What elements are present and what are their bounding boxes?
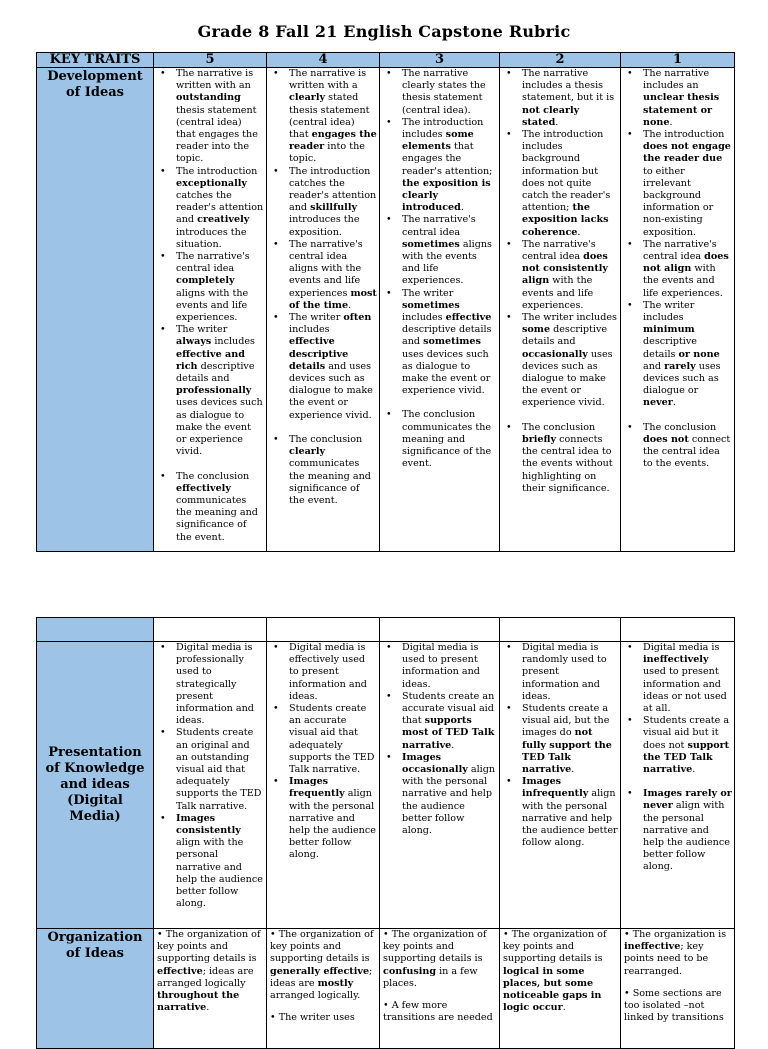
- criteria-text: in a few places.: [383, 965, 478, 989]
- criteria-text: descriptive details: [643, 336, 697, 360]
- criteria-text: .: [460, 202, 464, 214]
- criteria-item: [380, 214, 497, 287]
- rubric-table-2: [36, 617, 735, 1049]
- criteria-item: [500, 703, 618, 776]
- emphasis-text: some: [522, 324, 551, 336]
- criteria-text: and: [643, 360, 665, 372]
- emphasis-text: sometimes: [423, 336, 481, 348]
- emphasis-text: does not: [643, 433, 689, 445]
- cell-presentation-3: [380, 642, 500, 929]
- criteria-text: .: [206, 1002, 210, 1014]
- emphasis-text: always: [176, 336, 212, 348]
- criteria-text: Digital media is used to present information and ideas.: [402, 642, 480, 690]
- row-organization: [37, 929, 735, 1049]
- criteria-paragraph: [380, 1000, 499, 1024]
- criteria-item: [621, 642, 732, 715]
- empty-header-cell: [154, 618, 267, 642]
- cell-organization-5: [154, 929, 267, 1049]
- criteria-item: [380, 752, 497, 837]
- criteria-item: [500, 312, 618, 410]
- emphasis-text: effective and rich: [176, 348, 245, 372]
- criteria-text: ; key points need to be rearranged.: [624, 941, 709, 977]
- criteria-item: [500, 68, 618, 129]
- criteria-text: introduces the situation.: [176, 226, 247, 250]
- criteria-text: Digital media is randomly used to present information and ideas.: [522, 642, 607, 702]
- criteria-text: The narrative's central idea: [176, 251, 250, 275]
- emphasis-text: support the TED Talk narrative: [643, 739, 730, 776]
- empty-header-cell: [267, 618, 380, 642]
- trait-presentation: Presentation of Knowledge and ideas (Digital Media): [37, 642, 154, 929]
- emphasis-text: effective descriptive details: [289, 336, 349, 372]
- criteria-text: with the events and life experiences.: [522, 275, 594, 311]
- criteria-text: • The organization is: [624, 929, 727, 940]
- rubric-table-1: [36, 52, 735, 552]
- criteria-text: The narrative clearly states the thesis statement (central idea).: [402, 68, 486, 116]
- criteria-text: align with the personal narrative and help the audience better follow along.: [522, 788, 618, 849]
- criteria-item: [154, 727, 264, 812]
- criteria-list: [154, 68, 266, 544]
- criteria-text: into the topic.: [289, 141, 365, 165]
- criteria-text: The writer includes: [522, 312, 617, 324]
- criteria-item: [500, 129, 618, 239]
- criteria-item: [267, 166, 377, 239]
- cell-development-1: [621, 68, 735, 552]
- criteria-text: Digital media is: [643, 642, 720, 653]
- emphasis-text: engages the reader: [289, 129, 377, 153]
- criteria-text: includes: [402, 312, 446, 324]
- emphasis-text: effectively: [176, 482, 231, 494]
- criteria-text: • The organization of key points and supporting details is: [157, 929, 261, 965]
- criteria-list: [380, 68, 499, 471]
- cell-presentation-4: [267, 642, 380, 929]
- criteria-text: connects the central idea to the events without highlighting on their significance.: [522, 433, 613, 494]
- criteria-item: [621, 129, 732, 239]
- emphasis-text: confusing: [383, 965, 437, 977]
- emphasis-text: some elements: [402, 129, 474, 153]
- criteria-text: .: [451, 739, 455, 751]
- criteria-text: align with the personal narrative and help the audience better follow along.: [402, 764, 496, 837]
- criteria-text: uses devices such as dialogue to make the event or experience vivid.: [402, 348, 491, 397]
- criteria-paragraph: [500, 929, 620, 1014]
- criteria-text: The conclusion: [176, 470, 250, 482]
- criteria-text: descriptive details and: [522, 324, 608, 348]
- criteria-item: [500, 239, 618, 312]
- emphasis-text: never: [643, 397, 673, 409]
- criteria-item: [621, 715, 732, 776]
- criteria-item: [380, 288, 497, 398]
- criteria-text: The narrative's central idea: [643, 238, 717, 263]
- criteria-item: [380, 117, 497, 215]
- criteria-item: [500, 422, 618, 495]
- criteria-text: • The writer uses: [270, 1012, 355, 1024]
- empty-header-row: [37, 618, 735, 642]
- criteria-text: The writer: [402, 287, 454, 299]
- criteria-text: Students create an original and an outstanding visual aid that adequately supports the TED Talk narrative.: [176, 727, 262, 812]
- criteria-text: uses devices such as dialogue to make the event or experience vivid.: [522, 348, 613, 409]
- criteria-text: includes: [211, 336, 255, 348]
- empty-header-cell: [380, 618, 500, 642]
- criteria-text: • A few more transitions are needed: [383, 1000, 493, 1024]
- criteria-text: uses devices such as dialogue to make the event or experience vivid.: [176, 397, 263, 458]
- emphasis-text: ineffective: [624, 941, 681, 953]
- criteria-text: Digital media is professionally used to strategically present information and ideas.: [176, 642, 254, 727]
- criteria-text: The conclusion: [643, 421, 717, 433]
- criteria-text: Students create a visual aid, but the images do: [522, 703, 610, 739]
- criteria-text: The writer: [176, 324, 228, 336]
- criteria-text: introduces the exposition.: [289, 214, 360, 238]
- criteria-text: align with the personal narrative and help the audience better follow along.: [289, 788, 376, 861]
- criteria-list: [621, 642, 734, 874]
- emphasis-text: effective: [445, 312, 492, 324]
- criteria-text: • The organization of key points and supporting details is: [503, 929, 607, 965]
- criteria-paragraph: [267, 1012, 379, 1024]
- criteria-text: The writer includes: [643, 299, 695, 324]
- emphasis-text: the exposition lacks coherence: [522, 202, 609, 238]
- criteria-text: The writer: [289, 312, 344, 324]
- criteria-paragraph: [267, 929, 379, 1002]
- header-score-1: 1: [621, 53, 735, 68]
- criteria-text: .: [672, 397, 676, 409]
- criteria-item: [154, 68, 264, 166]
- emphasis-text: effective: [157, 965, 203, 977]
- criteria-list: [267, 68, 379, 507]
- cell-development-5: [154, 68, 267, 552]
- criteria-text: The conclusion communicates the meaning and significance of the event.: [402, 409, 492, 470]
- criteria-paragraphs: [621, 929, 734, 1024]
- criteria-text: catches the reader's attention and: [176, 190, 264, 226]
- emphasis-text: Images consistently: [176, 812, 241, 837]
- criteria-text: .: [555, 116, 559, 128]
- trait-development: Development of Ideas: [37, 68, 154, 552]
- emphasis-text: logical in some places, but some noticeable gaps in logic occur: [503, 965, 602, 1014]
- criteria-list: [380, 642, 499, 837]
- emphasis-text: the exposition is clearly introduced: [402, 177, 491, 214]
- criteria-text: The introduction includes: [402, 116, 484, 141]
- criteria-item: [267, 239, 377, 312]
- emphasis-text: sometimes: [402, 238, 460, 250]
- emphasis-text: occasionally: [522, 348, 588, 360]
- emphasis-text: sometimes: [402, 299, 460, 311]
- emphasis-text: skillfully: [310, 202, 358, 214]
- cell-development-4: [267, 68, 380, 552]
- emphasis-text: or none: [678, 348, 720, 360]
- criteria-item: [380, 642, 497, 691]
- criteria-list: [500, 68, 620, 495]
- emphasis-text: throughout the narrative: [157, 990, 240, 1014]
- criteria-paragraphs: [380, 929, 499, 1024]
- criteria-text: stated thesis statement (central idea) that: [289, 92, 370, 141]
- emphasis-text: clearly: [289, 446, 326, 458]
- criteria-text: .: [669, 116, 673, 128]
- criteria-item: [500, 642, 618, 703]
- criteria-text: The introduction: [643, 129, 725, 141]
- header-row: [37, 53, 735, 68]
- cell-organization-3: [380, 929, 500, 1049]
- empty-header-trait-cell: [37, 618, 154, 642]
- emphasis-text: Images infrequently: [522, 776, 589, 800]
- criteria-paragraphs: [267, 929, 379, 1024]
- header-score-2: 2: [500, 53, 621, 68]
- criteria-item: [267, 68, 377, 166]
- criteria-item: [154, 166, 264, 251]
- cell-organization-1: [621, 929, 735, 1049]
- criteria-item: [621, 422, 732, 471]
- criteria-item: [380, 409, 497, 470]
- emphasis-text: not fully support the TED Talk narrative: [522, 727, 612, 776]
- emphasis-text: often: [343, 312, 372, 324]
- criteria-item: [267, 703, 377, 776]
- criteria-item: [267, 312, 377, 422]
- criteria-text: includes: [289, 324, 330, 336]
- criteria-text: The narrative's central idea: [522, 238, 596, 263]
- criteria-text: ; ideas are: [270, 965, 373, 989]
- document-title: Grade 8 Fall 21 English Capstone Rubric: [197, 22, 571, 41]
- criteria-text: The introduction includes background information but does not quite catch the reader's attention;: [522, 129, 611, 214]
- row-development: [37, 68, 735, 552]
- emphasis-text: briefly: [522, 433, 557, 445]
- criteria-text: The introduction: [176, 165, 258, 177]
- trait-organization: Organization of Ideas: [37, 929, 154, 1049]
- criteria-text: .: [571, 764, 575, 776]
- row-presentation: [37, 642, 735, 929]
- emphasis-text: does not consistently align: [522, 251, 608, 287]
- header-key-traits: KEY TRAITS: [37, 53, 154, 68]
- criteria-item: [154, 251, 264, 324]
- cell-presentation-1: [621, 642, 735, 929]
- criteria-text: and uses devices such as dialogue to make the event or experience vivid.: [289, 360, 373, 421]
- criteria-text: The narrative includes a thesis statement, but it is: [522, 68, 615, 104]
- emphasis-text: supports most of TED Talk narrative: [402, 715, 495, 751]
- cell-presentation-2: [500, 642, 621, 929]
- emphasis-text: ineffectively: [643, 654, 709, 666]
- cell-presentation-5: [154, 642, 267, 929]
- criteria-item: [621, 239, 732, 300]
- criteria-item: [380, 68, 497, 117]
- criteria-text: The conclusion: [522, 421, 596, 433]
- criteria-text: to either irrelevant background information or non-existing exposition.: [643, 165, 714, 238]
- criteria-paragraphs: [154, 929, 266, 1014]
- emphasis-text: professionally: [176, 385, 252, 397]
- header-score-3: 3: [380, 53, 500, 68]
- cell-development-2: [500, 68, 621, 552]
- criteria-text: arranged logically.: [270, 990, 361, 1002]
- criteria-paragraph: [154, 929, 266, 1014]
- criteria-item: [267, 776, 377, 861]
- header-score-5: 5: [154, 53, 267, 68]
- criteria-text: .: [562, 1002, 566, 1014]
- criteria-list: [500, 642, 620, 849]
- emphasis-text: Images rarely or never: [643, 788, 732, 812]
- emphasis-text: generally effective: [270, 965, 370, 977]
- criteria-text: used to present information and ideas or not used at all.: [643, 666, 727, 715]
- emphasis-text: exceptionally: [176, 177, 248, 189]
- criteria-item: [267, 642, 377, 703]
- criteria-text: communicates the meaning and significance of the event.: [289, 458, 371, 506]
- criteria-text: Students create an accurate visual aid that: [402, 690, 495, 727]
- emphasis-text: rarely: [664, 360, 696, 372]
- emphasis-text: mostly: [317, 977, 354, 989]
- criteria-text: The narrative includes an: [643, 68, 710, 92]
- criteria-item: [154, 813, 264, 911]
- criteria-item: [500, 776, 618, 849]
- criteria-item: [154, 471, 264, 544]
- criteria-item: [154, 324, 264, 458]
- criteria-text: The narrative is written with a: [289, 68, 367, 92]
- criteria-text: with the events and life experiences.: [643, 263, 723, 299]
- criteria-text: connect the central idea to the events.: [643, 433, 731, 470]
- criteria-text: ; ideas are arranged logically: [157, 965, 254, 989]
- criteria-list: [267, 642, 379, 862]
- emphasis-text: Images frequently: [289, 776, 345, 800]
- criteria-item: [621, 788, 732, 873]
- criteria-list: [621, 68, 734, 471]
- criteria-text: thesis statement (central idea) that engages the reader into the topic.: [176, 104, 258, 165]
- criteria-item: [621, 68, 732, 129]
- empty-header-cell: [621, 618, 735, 642]
- criteria-item: [267, 434, 377, 507]
- empty-header-cell: [500, 618, 621, 642]
- criteria-text: uses devices such as dialogue or: [643, 360, 721, 397]
- criteria-text: • Some sections are too isolated –not linked by transitions: [624, 987, 724, 1024]
- emphasis-text: does not engage the reader due: [643, 141, 731, 165]
- criteria-text: aligns with the events and life experiences.: [402, 238, 492, 287]
- criteria-text: align with the personal narrative and help the audience better follow along.: [176, 837, 263, 910]
- emphasis-text: does not align: [643, 251, 729, 275]
- emphasis-text: creatively: [197, 214, 250, 226]
- emphasis-text: most of the time: [289, 287, 377, 311]
- criteria-paragraph: [380, 929, 499, 990]
- criteria-text: The conclusion: [289, 433, 363, 445]
- criteria-text: aligns with the events and life experiences.: [176, 287, 249, 324]
- criteria-text: .: [348, 299, 352, 311]
- criteria-text: Digital media is effectively used to present information and ideas.: [289, 642, 367, 702]
- criteria-item: [621, 300, 732, 410]
- cell-organization-4: [267, 929, 380, 1049]
- cell-development-3: [380, 68, 500, 552]
- criteria-text: descriptive details and: [176, 360, 255, 385]
- emphasis-text: unclear thesis statement or none: [643, 92, 720, 128]
- criteria-text: • The organization of key points and supporting details is: [383, 929, 487, 965]
- cell-organization-2: [500, 929, 621, 1049]
- criteria-paragraphs: [500, 929, 620, 1014]
- criteria-text: descriptive details and: [402, 324, 492, 348]
- emphasis-text: Images occasionally: [402, 751, 468, 776]
- criteria-text: • The organization of key points and supporting details is: [270, 929, 374, 965]
- criteria-list: [154, 642, 266, 910]
- criteria-text: Students create a visual aid but it does not: [643, 715, 730, 751]
- emphasis-text: minimum: [643, 324, 695, 336]
- criteria-item: [380, 691, 497, 752]
- criteria-text: that engages the reader's attention;: [402, 141, 493, 177]
- criteria-paragraph: [621, 988, 734, 1025]
- criteria-text: The narrative's central idea aligns with the events and life experiences: [289, 238, 363, 299]
- criteria-text: The introduction catches the reader's attention and: [289, 165, 377, 214]
- emphasis-text: completely: [176, 275, 235, 287]
- emphasis-text: outstanding: [176, 92, 241, 104]
- criteria-text: align with the personal narrative and help the audience better follow along.: [643, 800, 730, 873]
- criteria-text: .: [692, 764, 696, 776]
- emphasis-text: not clearly stated: [522, 104, 580, 128]
- header-score-4: 4: [267, 53, 380, 68]
- criteria-text: communicates the meaning and significance of the event.: [176, 494, 258, 543]
- criteria-paragraph: [621, 929, 734, 978]
- criteria-item: [154, 642, 264, 727]
- criteria-text: The narrative's central idea: [402, 214, 476, 238]
- criteria-text: The narrative is written with an: [176, 68, 254, 92]
- emphasis-text: clearly: [289, 92, 326, 104]
- criteria-text: .: [577, 226, 581, 238]
- criteria-text: Students create an accurate visual aid that adequately supports the TED Talk narrative.: [289, 703, 375, 776]
